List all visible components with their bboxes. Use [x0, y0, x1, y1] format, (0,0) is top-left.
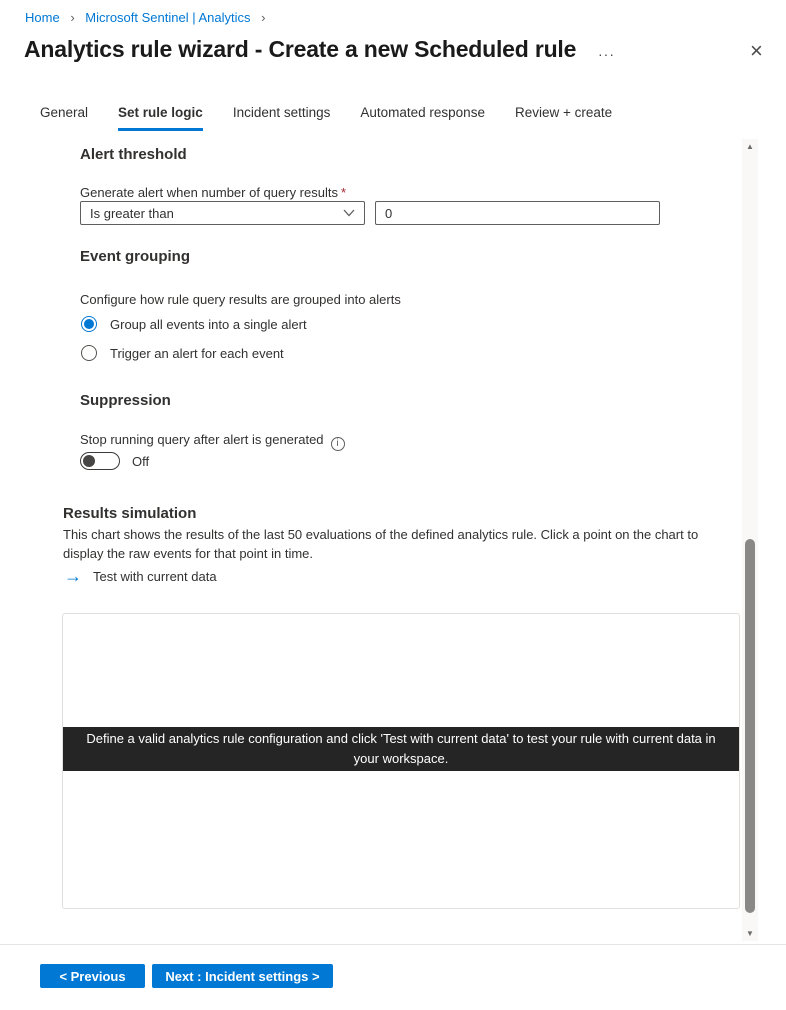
radio-label: Trigger an alert for each event [110, 345, 284, 361]
wizard-tab-bar [40, 105, 612, 131]
tab-automated-response[interactable]: Automated response [360, 105, 485, 120]
alert-threshold-label-text: Generate alert when number of query results [80, 185, 338, 200]
arrow-right-icon: → [64, 566, 82, 586]
radio-group-all-events[interactable] [81, 316, 307, 332]
required-asterisk: * [340, 185, 347, 200]
tab-general[interactable]: General [40, 105, 89, 120]
results-simulation-chart [62, 613, 740, 909]
suppression-toggle-label-text: Stop running query after alert is generated [80, 432, 324, 447]
alert-threshold-label [80, 185, 346, 200]
threshold-operator-value: Is greater than [90, 205, 174, 221]
test-with-current-data-link[interactable] [64, 567, 217, 585]
event-grouping-description: Configure how rule query results are grouped into alerts [80, 292, 401, 307]
tab-review-create[interactable]: Review + create [514, 105, 613, 120]
scrollbar-thumb[interactable] [745, 539, 755, 913]
event-grouping-heading: Event grouping [80, 248, 190, 265]
toggle-knob [83, 455, 95, 467]
previous-button[interactable]: < Previous [40, 964, 145, 988]
threshold-value-input[interactable] [375, 201, 660, 225]
vertical-scrollbar[interactable] [742, 139, 758, 941]
radio-selected-icon[interactable] [81, 316, 97, 332]
suppression-toggle-label [80, 432, 345, 451]
results-simulation-heading: Results simulation [63, 505, 197, 522]
suppression-toggle-row [80, 452, 149, 470]
radio-trigger-alert-each-event[interactable] [81, 345, 284, 361]
toggle-state-label: Off [132, 453, 150, 469]
footer-divider [0, 944, 786, 945]
results-simulation-description: This chart shows the results of the last 50 evaluations of the defined analytics rule. Click a point on the chart to display the raw events for that point in time. [63, 527, 699, 561]
breadcrumb-separator-icon: › [261, 10, 266, 25]
next-incident-settings-button[interactable]: Next : Incident settings > [152, 964, 333, 988]
page-title: Analytics rule wizard - Create a new Scheduled rule [24, 36, 577, 62]
test-link-label: Test with current data [93, 568, 217, 584]
tab-incident-settings[interactable]: Incident settings [232, 105, 331, 120]
breadcrumb-separator-icon: › [70, 10, 75, 25]
chevron-down-icon [343, 209, 355, 217]
radio-label: Group all events into a single alert [110, 316, 307, 332]
breadcrumb [25, 10, 272, 25]
tab-set-rule-logic[interactable]: Set rule logic [118, 105, 203, 131]
more-options-icon[interactable]: ··· [594, 42, 619, 66]
suppression-heading: Suppression [80, 392, 171, 409]
breadcrumb-sentinel-analytics-link[interactable]: Microsoft Sentinel | Analytics [85, 10, 251, 25]
chart-empty-state-banner: Define a valid analytics rule configuration and click 'Test with current data' to test your rule with current data in your workspace. [63, 727, 739, 771]
radio-unselected-icon[interactable] [81, 345, 97, 361]
scroll-up-icon[interactable]: ▲ [746, 142, 754, 151]
info-icon[interactable]: i [331, 437, 345, 451]
close-icon[interactable]: × [746, 36, 767, 66]
scroll-down-icon[interactable]: ▼ [746, 929, 754, 938]
breadcrumb-home-link[interactable]: Home [25, 10, 60, 25]
alert-threshold-heading: Alert threshold [80, 146, 187, 163]
suppression-toggle[interactable] [80, 452, 120, 470]
threshold-operator-select[interactable] [80, 201, 365, 225]
